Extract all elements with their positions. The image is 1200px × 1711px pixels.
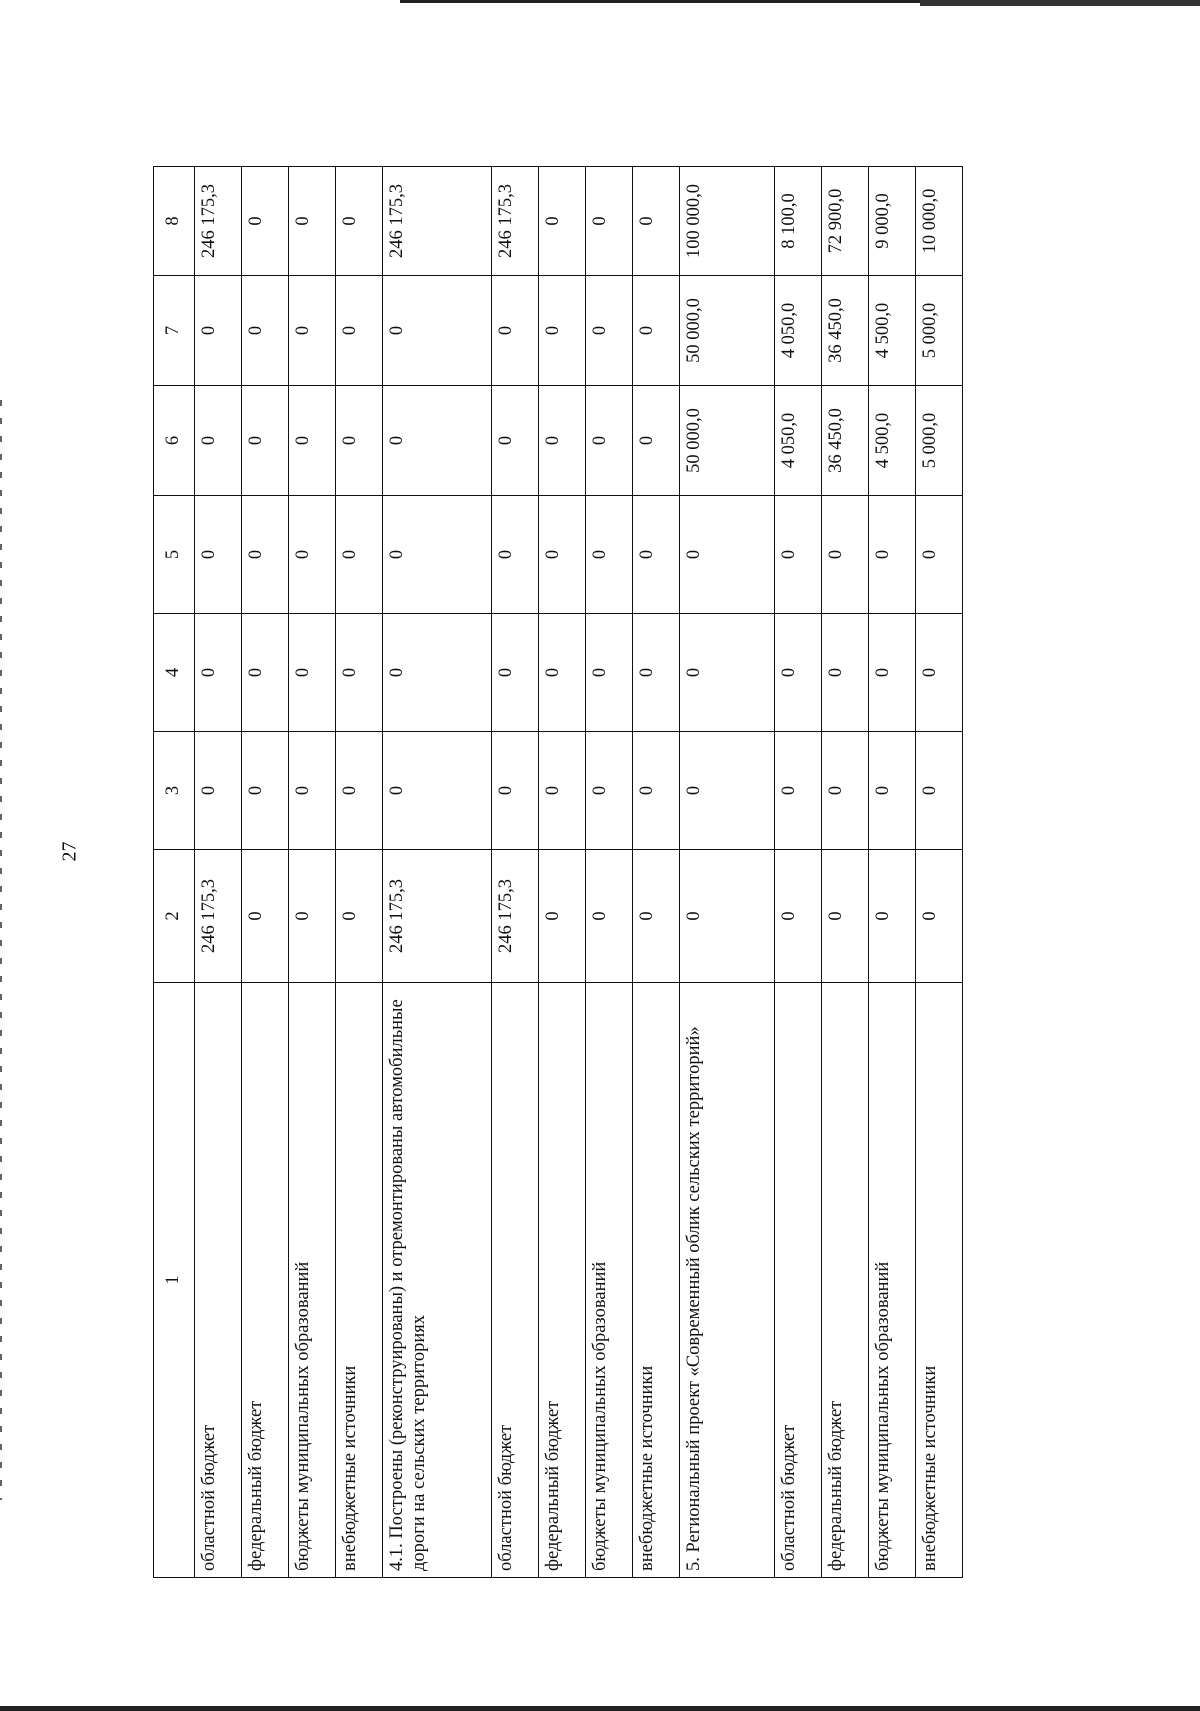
- value-cell: 0: [869, 732, 916, 850]
- budget-table: [153, 166, 963, 1578]
- value-cell: 0: [195, 614, 242, 732]
- table-row: [289, 167, 336, 1578]
- column-header: 8: [154, 167, 195, 276]
- value-cell: 0: [383, 614, 492, 732]
- value-cell: 10 000,0: [916, 167, 963, 276]
- row-label-cell: 4.1. Построены (реконструированы) и отремонтированы автомобильные дороги на сельских территориях: [383, 983, 492, 1578]
- value-cell: 0: [916, 614, 963, 732]
- value-cell: 5 000,0: [916, 276, 963, 386]
- value-cell: 0: [383, 496, 492, 614]
- value-cell: 0: [383, 276, 492, 386]
- value-cell: 0: [586, 614, 633, 732]
- value-cell: 0: [633, 276, 680, 386]
- value-cell: 0: [539, 386, 586, 496]
- row-label-cell: областной бюджет: [775, 983, 822, 1578]
- value-cell: 0: [680, 850, 775, 983]
- value-cell: 246 175,3: [195, 167, 242, 276]
- table-row: [869, 167, 916, 1578]
- value-cell: 0: [195, 496, 242, 614]
- value-cell: 0: [633, 732, 680, 850]
- value-cell: 246 175,3: [383, 167, 492, 276]
- scan-edge-left: [0, 400, 2, 1500]
- value-cell: 0: [680, 732, 775, 850]
- table-row: [586, 167, 633, 1578]
- value-cell: 0: [539, 276, 586, 386]
- row-label-cell: внебюджетные источники: [633, 983, 680, 1578]
- value-cell: 0: [539, 167, 586, 276]
- value-cell: 0: [539, 732, 586, 850]
- value-cell: 0: [289, 732, 336, 850]
- value-cell: 0: [633, 614, 680, 732]
- page-number: 27: [58, 841, 81, 862]
- column-header: 6: [154, 386, 195, 496]
- value-cell: 0: [822, 496, 869, 614]
- value-cell: 50 000,0: [680, 276, 775, 386]
- value-cell: 0: [242, 614, 289, 732]
- row-label-cell: бюджеты муниципальных образований: [586, 983, 633, 1578]
- value-cell: 0: [586, 850, 633, 983]
- value-cell: 0: [242, 386, 289, 496]
- value-cell: 0: [869, 850, 916, 983]
- value-cell: 0: [242, 167, 289, 276]
- value-cell: 0: [869, 496, 916, 614]
- table-row: [775, 167, 822, 1578]
- row-label-cell: федеральный бюджет: [539, 983, 586, 1578]
- value-cell: 0: [195, 386, 242, 496]
- table-row: [916, 167, 963, 1578]
- value-cell: 0: [680, 614, 775, 732]
- value-cell: 0: [289, 167, 336, 276]
- value-cell: 0: [195, 276, 242, 386]
- row-label-cell: внебюджетные источники: [916, 983, 963, 1578]
- value-cell: 0: [680, 496, 775, 614]
- value-cell: 0: [586, 276, 633, 386]
- column-header: 2: [154, 850, 195, 983]
- value-cell: 0: [336, 276, 383, 386]
- value-cell: 246 175,3: [195, 850, 242, 983]
- table-row: [195, 167, 242, 1578]
- value-cell: 0: [586, 732, 633, 850]
- value-cell: 0: [195, 732, 242, 850]
- table-row: [633, 167, 680, 1578]
- table-row: [539, 167, 586, 1578]
- value-cell: 0: [242, 850, 289, 983]
- value-cell: 0: [289, 496, 336, 614]
- value-cell: 0: [336, 386, 383, 496]
- value-cell: 0: [242, 496, 289, 614]
- table-row: [492, 167, 539, 1578]
- value-cell: 5 000,0: [916, 386, 963, 496]
- value-cell: 0: [633, 386, 680, 496]
- value-cell: 4 500,0: [869, 276, 916, 386]
- value-cell: 0: [633, 850, 680, 983]
- value-cell: 0: [822, 850, 869, 983]
- row-label-cell: областной бюджет: [492, 983, 539, 1578]
- value-cell: 0: [539, 614, 586, 732]
- row-label-cell: 5. Региональный проект «Современный облик сельских территорий»: [680, 983, 775, 1578]
- value-cell: 0: [586, 167, 633, 276]
- value-cell: 0: [539, 850, 586, 983]
- value-cell: 0: [775, 496, 822, 614]
- value-cell: 0: [336, 167, 383, 276]
- value-cell: 0: [242, 276, 289, 386]
- table-row: [680, 167, 775, 1578]
- rotated-table-container: [153, 167, 1053, 1578]
- value-cell: 4 500,0: [869, 386, 916, 496]
- row-label-cell: областной бюджет: [195, 983, 242, 1578]
- table-row: [383, 167, 492, 1578]
- value-cell: 0: [492, 276, 539, 386]
- value-cell: 246 175,3: [492, 167, 539, 276]
- value-cell: 0: [775, 614, 822, 732]
- value-cell: 36 450,0: [822, 276, 869, 386]
- value-cell: 0: [916, 850, 963, 983]
- value-cell: 0: [633, 167, 680, 276]
- table-header-row: [154, 167, 195, 1578]
- value-cell: 0: [492, 614, 539, 732]
- value-cell: 0: [383, 732, 492, 850]
- table-body: [195, 167, 963, 1578]
- value-cell: 0: [336, 732, 383, 850]
- table-row: [242, 167, 289, 1578]
- value-cell: 0: [586, 496, 633, 614]
- value-cell: 0: [492, 386, 539, 496]
- value-cell: 246 175,3: [492, 850, 539, 983]
- value-cell: 0: [916, 732, 963, 850]
- value-cell: 8 100,0: [775, 167, 822, 276]
- value-cell: 0: [775, 850, 822, 983]
- value-cell: 0: [289, 276, 336, 386]
- row-label-cell: бюджеты муниципальных образований: [869, 983, 916, 1578]
- column-header: 1: [154, 983, 195, 1578]
- value-cell: 72 900,0: [822, 167, 869, 276]
- value-cell: 0: [822, 614, 869, 732]
- value-cell: 0: [289, 850, 336, 983]
- value-cell: 0: [336, 614, 383, 732]
- value-cell: 0: [822, 732, 869, 850]
- value-cell: 0: [775, 732, 822, 850]
- value-cell: 0: [289, 386, 336, 496]
- row-label-cell: внебюджетные источники: [336, 983, 383, 1578]
- value-cell: 100 000,0: [680, 167, 775, 276]
- value-cell: 246 175,3: [383, 850, 492, 983]
- column-header: 7: [154, 276, 195, 386]
- value-cell: 0: [492, 496, 539, 614]
- value-cell: 4 050,0: [775, 386, 822, 496]
- value-cell: 50 000,0: [680, 386, 775, 496]
- value-cell: 0: [869, 614, 916, 732]
- value-cell: 0: [539, 496, 586, 614]
- value-cell: 0: [336, 850, 383, 983]
- scan-edge-bottom: [0, 1706, 1200, 1711]
- scan-edge-top-dark: [920, 0, 1200, 6]
- value-cell: 0: [289, 614, 336, 732]
- value-cell: 0: [633, 496, 680, 614]
- row-label-cell: бюджеты муниципальных образований: [289, 983, 336, 1578]
- row-label-cell: федеральный бюджет: [242, 983, 289, 1578]
- value-cell: 0: [383, 386, 492, 496]
- column-header: 5: [154, 496, 195, 614]
- value-cell: 0: [492, 732, 539, 850]
- value-cell: 9 000,0: [869, 167, 916, 276]
- column-header: 4: [154, 614, 195, 732]
- value-cell: 4 050,0: [775, 276, 822, 386]
- row-label-cell: федеральный бюджет: [822, 983, 869, 1578]
- value-cell: 36 450,0: [822, 386, 869, 496]
- table-row: [822, 167, 869, 1578]
- value-cell: 0: [916, 496, 963, 614]
- value-cell: 0: [336, 496, 383, 614]
- column-header: 3: [154, 732, 195, 850]
- value-cell: 0: [586, 386, 633, 496]
- value-cell: 0: [242, 732, 289, 850]
- table-row: [336, 167, 383, 1578]
